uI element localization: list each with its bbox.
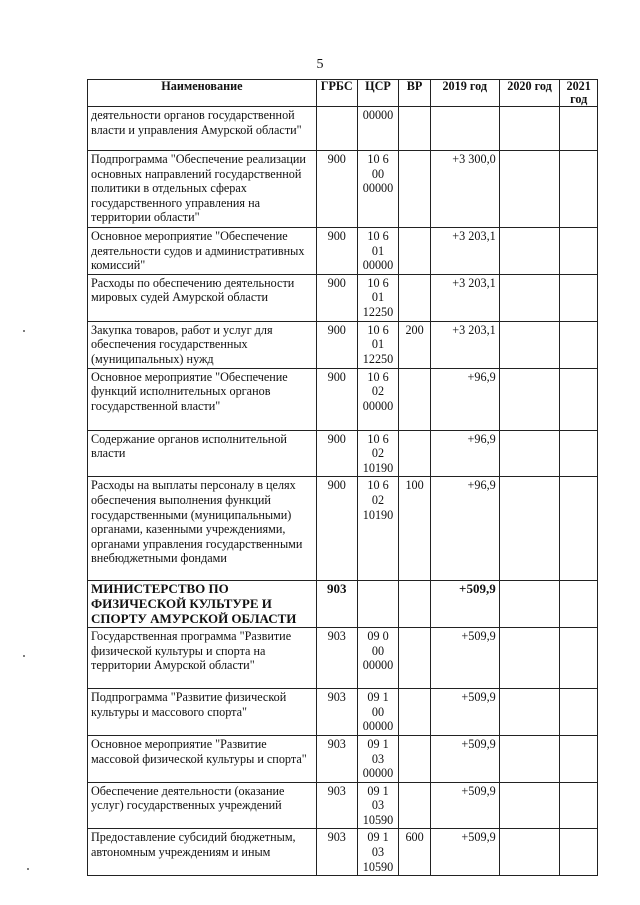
cell-csr: 10 6 00 00000 bbox=[357, 151, 399, 228]
table-row bbox=[88, 581, 598, 628]
cell-2020 bbox=[499, 782, 560, 829]
cell-grbs: 903 bbox=[316, 829, 357, 876]
cell-csr: 09 1 03 10590 bbox=[357, 782, 399, 829]
cell-csr: 10 6 01 00000 bbox=[357, 228, 399, 275]
table-row bbox=[88, 151, 598, 228]
cell-2020 bbox=[499, 581, 560, 628]
cell-vr bbox=[399, 228, 430, 275]
cell-2019: +3 300,0 bbox=[430, 151, 499, 228]
cell-2021 bbox=[560, 735, 598, 782]
cell-2021 bbox=[560, 151, 598, 228]
cell-csr: 00000 bbox=[357, 107, 399, 151]
cell-name: Расходы по обеспечению деятельности мировых судей Амурской области bbox=[88, 274, 317, 321]
cell-2021 bbox=[560, 581, 598, 628]
cell-vr bbox=[399, 274, 430, 321]
scan-speck bbox=[23, 655, 25, 657]
cell-2020 bbox=[499, 368, 560, 430]
cell-2021 bbox=[560, 477, 598, 581]
cell-name: Содержание органов исполнительной власти bbox=[88, 430, 317, 477]
cell-2020 bbox=[499, 228, 560, 275]
table-row bbox=[88, 689, 598, 736]
cell-name: Подпрограмма "Обеспечение реализации основных направлений государственной политики в отдельных сферах государственного управления на территории области" bbox=[88, 151, 317, 228]
cell-2019: +509,9 bbox=[430, 628, 499, 689]
cell-2020 bbox=[499, 274, 560, 321]
cell-name: деятельности органов государственной власти и управления Амурской области" bbox=[88, 107, 317, 151]
cell-2019: +3 203,1 bbox=[430, 228, 499, 275]
header-2021: 2021 год bbox=[560, 80, 598, 107]
cell-2021 bbox=[560, 628, 598, 689]
cell-csr: 09 1 03 00000 bbox=[357, 735, 399, 782]
cell-grbs: 900 bbox=[316, 430, 357, 477]
cell-name: Предоставление субсидий бюджетным, автономным учреждениям и иным bbox=[88, 829, 317, 876]
table-row bbox=[88, 735, 598, 782]
cell-2020 bbox=[499, 430, 560, 477]
table-row bbox=[88, 368, 598, 430]
table-row bbox=[88, 321, 598, 368]
cell-2021 bbox=[560, 829, 598, 876]
cell-vr bbox=[399, 628, 430, 689]
cell-csr: 10 6 02 10190 bbox=[357, 477, 399, 581]
cell-2021 bbox=[560, 430, 598, 477]
cell-vr bbox=[399, 151, 430, 228]
cell-grbs: 903 bbox=[316, 628, 357, 689]
cell-2021 bbox=[560, 107, 598, 151]
cell-2019: +509,9 bbox=[430, 829, 499, 876]
cell-2019: +3 203,1 bbox=[430, 274, 499, 321]
cell-2020 bbox=[499, 735, 560, 782]
cell-2019: +509,9 bbox=[430, 735, 499, 782]
cell-2020 bbox=[499, 107, 560, 151]
cell-grbs: 903 bbox=[316, 735, 357, 782]
cell-name: Расходы на выплаты персоналу в целях обеспечения выполнения функций государственными (муниципальными) органами, казенными учреждениями, органами управления государственными внебюджетными фондами bbox=[88, 477, 317, 581]
cell-grbs: 900 bbox=[316, 151, 357, 228]
header-grbs: ГРБС bbox=[316, 80, 357, 107]
cell-2020 bbox=[499, 321, 560, 368]
cell-2021 bbox=[560, 368, 598, 430]
cell-csr: 10 6 01 12250 bbox=[357, 321, 399, 368]
table-header-row bbox=[88, 80, 598, 107]
cell-vr: 200 bbox=[399, 321, 430, 368]
cell-grbs: 900 bbox=[316, 368, 357, 430]
cell-name: Основное мероприятие "Обеспечение деятельности судов и административных комиссий" bbox=[88, 228, 317, 275]
table-row bbox=[88, 430, 598, 477]
cell-2019: +3 203,1 bbox=[430, 321, 499, 368]
cell-csr: 10 6 01 12250 bbox=[357, 274, 399, 321]
scan-speck bbox=[23, 330, 25, 332]
cell-name: Основное мероприятие "Обеспечение функций исполнительных органов государственной власти" bbox=[88, 368, 317, 430]
header-2020: 2020 год bbox=[499, 80, 560, 107]
cell-grbs: 900 bbox=[316, 274, 357, 321]
table-row bbox=[88, 274, 598, 321]
cell-name: Закупка товаров, работ и услуг для обеспечения государственных (муниципальных) нужд bbox=[88, 321, 317, 368]
page-number: 5 bbox=[316, 57, 324, 72]
cell-name: Подпрограмма "Развитие физической культуры и массового спорта" bbox=[88, 689, 317, 736]
cell-vr: 100 bbox=[399, 477, 430, 581]
cell-2020 bbox=[499, 477, 560, 581]
scan-speck bbox=[27, 868, 29, 870]
cell-2019: +509,9 bbox=[430, 782, 499, 829]
cell-vr bbox=[399, 430, 430, 477]
cell-2021 bbox=[560, 689, 598, 736]
cell-grbs: 903 bbox=[316, 782, 357, 829]
cell-grbs: 903 bbox=[316, 689, 357, 736]
cell-2019: +96,9 bbox=[430, 430, 499, 477]
budget-table bbox=[87, 79, 598, 876]
cell-2020 bbox=[499, 151, 560, 228]
cell-2020 bbox=[499, 628, 560, 689]
header-2019: 2019 год bbox=[430, 80, 499, 107]
cell-grbs bbox=[316, 107, 357, 151]
cell-csr: 09 0 00 00000 bbox=[357, 628, 399, 689]
cell-grbs: 903 bbox=[316, 581, 357, 628]
table-row bbox=[88, 107, 598, 151]
cell-2020 bbox=[499, 689, 560, 736]
cell-vr bbox=[399, 581, 430, 628]
cell-2021 bbox=[560, 321, 598, 368]
cell-csr: 09 1 00 00000 bbox=[357, 689, 399, 736]
cell-2019 bbox=[430, 107, 499, 151]
cell-2019: +509,9 bbox=[430, 581, 499, 628]
cell-2019: +96,9 bbox=[430, 477, 499, 581]
table-row bbox=[88, 829, 598, 876]
table-row bbox=[88, 782, 598, 829]
header-vr: ВР bbox=[399, 80, 430, 107]
cell-csr bbox=[357, 581, 399, 628]
cell-vr bbox=[399, 689, 430, 736]
header-name: Наименование bbox=[88, 80, 317, 107]
cell-csr: 09 1 03 10590 bbox=[357, 829, 399, 876]
cell-name: Основное мероприятие "Развитие массовой физической культуры и спорта" bbox=[88, 735, 317, 782]
header-csr: ЦСР bbox=[357, 80, 399, 107]
cell-2019: +509,9 bbox=[430, 689, 499, 736]
cell-grbs: 900 bbox=[316, 228, 357, 275]
cell-2021 bbox=[560, 782, 598, 829]
cell-vr bbox=[399, 782, 430, 829]
table-row bbox=[88, 228, 598, 275]
table-row bbox=[88, 628, 598, 689]
cell-2021 bbox=[560, 228, 598, 275]
cell-name: Обеспечение деятельности (оказание услуг) государственных учреждений bbox=[88, 782, 317, 829]
cell-vr bbox=[399, 107, 430, 151]
cell-csr: 10 6 02 00000 bbox=[357, 368, 399, 430]
cell-2020 bbox=[499, 829, 560, 876]
cell-vr bbox=[399, 735, 430, 782]
cell-vr bbox=[399, 368, 430, 430]
cell-csr: 10 6 02 10190 bbox=[357, 430, 399, 477]
cell-grbs: 900 bbox=[316, 321, 357, 368]
cell-2019: +96,9 bbox=[430, 368, 499, 430]
cell-vr: 600 bbox=[399, 829, 430, 876]
cell-name: МИНИСТЕРСТВО ПО ФИЗИЧЕСКОЙ КУЛЬТУРЕ И СПОРТУ АМУРСКОЙ ОБЛАСТИ bbox=[88, 581, 317, 628]
cell-grbs: 900 bbox=[316, 477, 357, 581]
table-row bbox=[88, 477, 598, 581]
cell-2021 bbox=[560, 274, 598, 321]
cell-name: Государственная программа "Развитие физической культуры и спорта на территории Амурской области" bbox=[88, 628, 317, 689]
